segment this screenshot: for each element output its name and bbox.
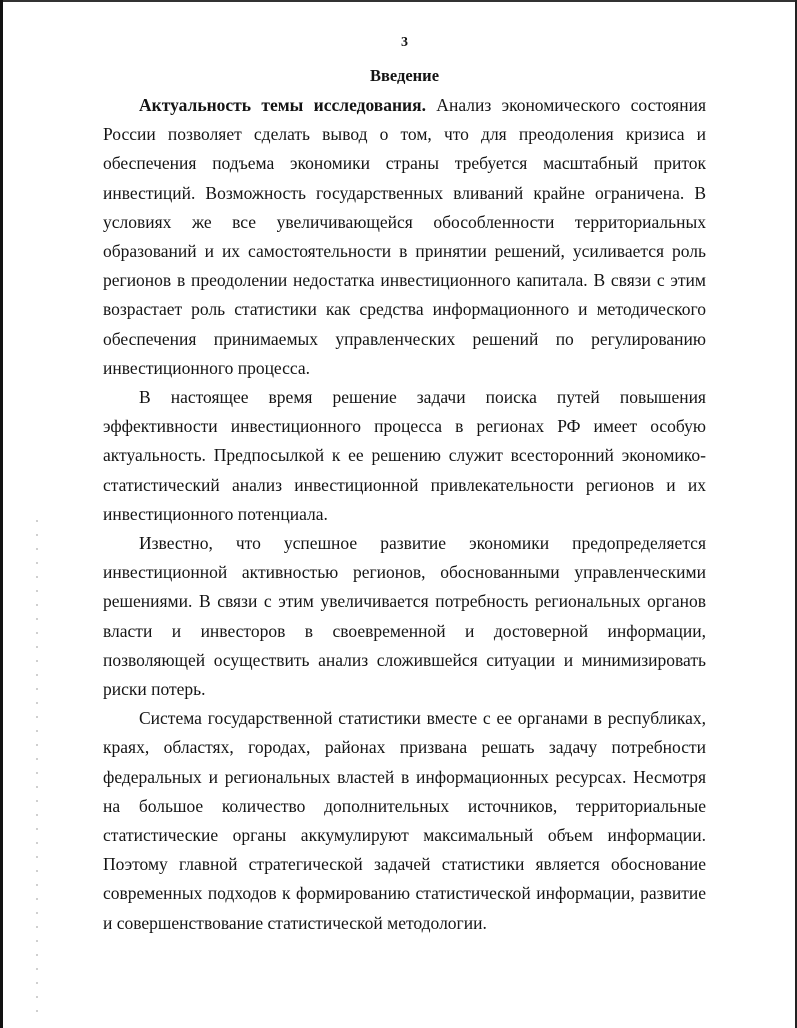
paragraph-text: В настоящее время решение задачи поиска путей повышения эффективности инвестиционного процесса в регионах РФ имеет особую актуальность. Предпосылкой к ее решению служит всесторонний экономико-статистический анализ инвестиционной привлекательности регионов и их инвестиционного потенциала. [103,387,706,524]
paragraph-text: Анализ экономического состояния России позволяет сделать вывод о том, что для преодоления кризиса и обеспечения подъема экономики страны требуется масштабный приток инвестиций. Возможность государственных вливаний крайне ограничена. В условиях же все увеличивающейся обособленности территориальных образований и их самостоятельности в принятии решений, усиливается роль регионов в преодолении недостатка инвестиционного капитала. В связи с этим возрастает роль статистики как средства информационного и методического обеспечения принимаемых управленческих решений по регулированию инвестиционного процесса. [103,95,707,378]
paragraph-relevance [103,91,706,383]
paragraph-text: Система государственной статистики вместе с ее органами в республиках, краях, областях, городах, районах призвана решать задачу потребности федеральных и региональных властей в информационных ресурсах. Несмотря на большое количество дополнительных источников, территориальные статистические органы аккумулируют максимальный объем информации. Поэтому главной стратегической задачей статистики является обоснование современных подходов к формированию статистической информации, развитие и совершенствование статистической методологии. [103,708,706,933]
document-page [103,34,706,938]
scan-edge-top [0,0,797,2]
page-number: 3 [401,35,408,50]
paragraph-activity [103,529,706,704]
scan-margin-specks [36,520,38,1020]
paragraph-efficiency [103,383,706,529]
paragraph-text: Известно, что успешное развитие экономики предопределяется инвестиционной активностью регионов, обоснованными управленческими решениями. В связи с этим увеличивается потребность региональных органов власти и инвесторов в своевременной и достоверной информации, позволяющей осуществить анализ сложившейся ситуации и минимизировать риски потерь. [103,533,706,700]
page-title: Введение [369,66,440,85]
paragraph-statistics-system [103,704,706,938]
paragraph-lead: Актуальность темы исследования. [139,95,426,115]
scan-edge-left [0,0,3,1028]
